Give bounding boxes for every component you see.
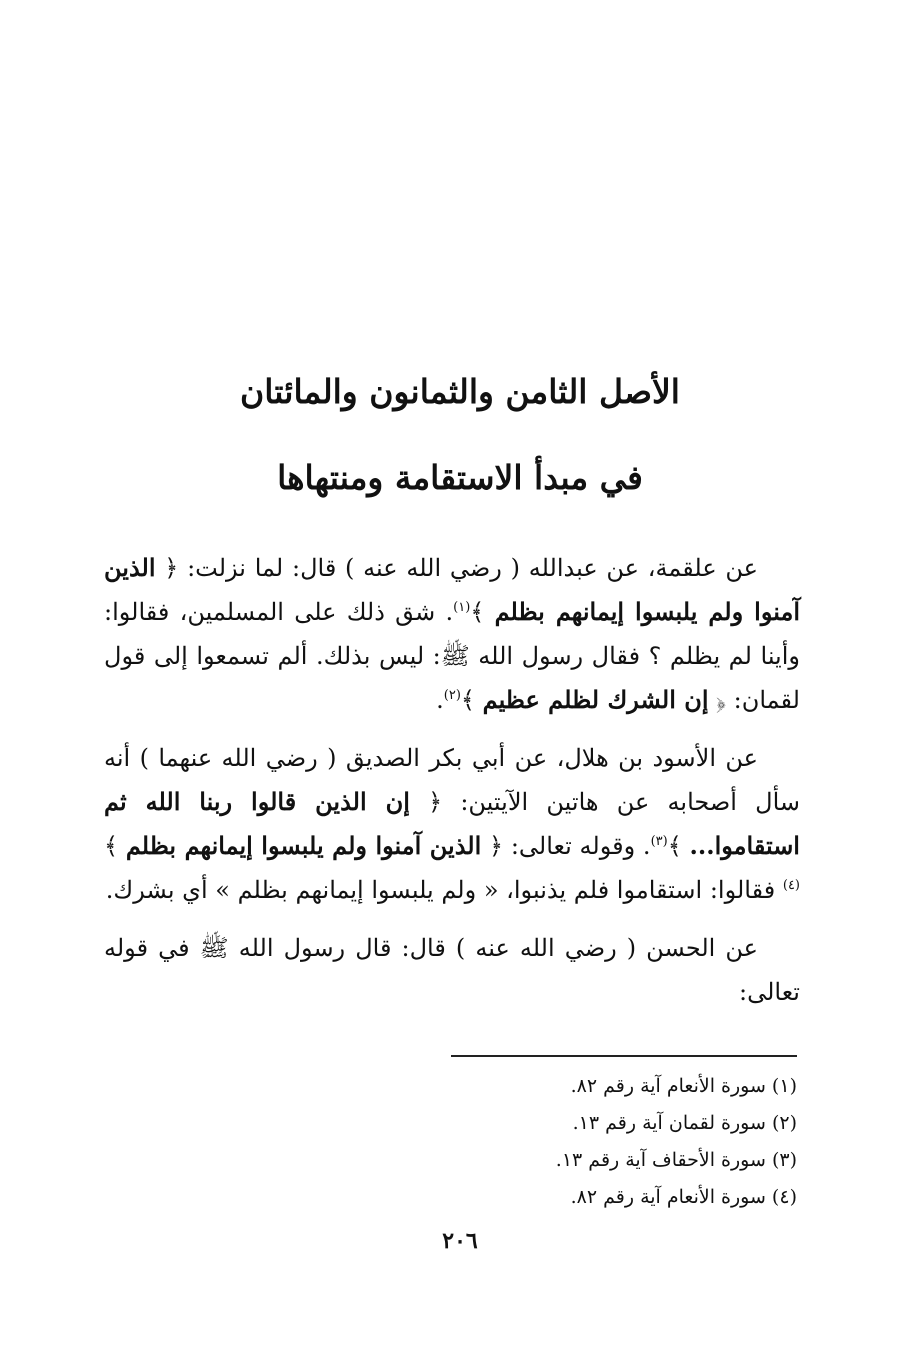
quran-quote: الذين آمنوا ولم يلبسوا إيمانهم بظلم <box>104 553 800 626</box>
footnote-item: (٢) سورة لقمان آية رقم ١٣. <box>572 1112 797 1134</box>
footnote-divider <box>451 1055 797 1057</box>
text-segment: ﴾ <box>470 598 495 626</box>
quran-quote: إن الذين قالوا ربنا الله ثم استقاموا... <box>104 787 800 860</box>
text-segment: . وقوله تعالى: ﴿ <box>481 832 651 860</box>
text-segment: ﴾ <box>460 686 483 714</box>
paragraph-alqama <box>104 546 800 722</box>
chapter-title: الأصل الثامن والثمانون والمائتان <box>240 372 680 411</box>
footnote-item: (٣) سورة الأحقاف آية رقم ١٣. <box>555 1149 797 1171</box>
footnote-item: (١) سورة الأنعام آية رقم ٨٢. <box>570 1075 797 1097</box>
text-segment: . شق ذلك على المسلمين، فقالوا: وأينا لم يظلم ؟ فقال رسول الله ﷺ: ليس بذلك. ألم تسمعوا إلى قول لقمان: ﴿ <box>104 598 800 714</box>
text-segment: عن الأسود بن هلال، عن أبي بكر الصديق ( رضي الله عنهما ) أنه سأل أصحابه عن هاتين الآيتين: ﴿ <box>104 744 801 816</box>
footnote-ref: (٣) <box>650 834 668 849</box>
paragraph-aswad <box>104 736 800 912</box>
footnote-item: (٤) سورة الأنعام آية رقم ٨٢. <box>570 1186 797 1208</box>
footnote-ref: (٢) <box>443 688 461 703</box>
footnote-ref: (١) <box>453 600 471 615</box>
quran-quote: إن الشرك لظلم عظيم <box>482 685 709 714</box>
footnote-ref: (٤) <box>782 878 800 893</box>
text-segment: فقالوا: استقاموا فلم يذنبوا، « ولم يلبسوا إيمانهم بظلم » أي بشرك. <box>105 876 783 904</box>
text-segment: ﴾ <box>104 832 126 860</box>
text-segment: ﴾ <box>667 832 690 860</box>
page-number: ٢٠٦ <box>442 1228 478 1254</box>
footnotes-list <box>451 1068 797 1216</box>
chapter-subtitle: في مبدأ الاستقامة ومنتهاها <box>277 458 643 497</box>
quran-quote: الذين آمنوا ولم يلبسوا إيمانهم بظلم <box>125 831 482 860</box>
paragraph-hasan: عن الحسن ( رضي الله عنه ) قال: قال رسول الله ﷺ في قوله تعالى: <box>104 934 800 1006</box>
text-segment: عن علقمة، عن عبدالله ( رضي الله عنه ) قال: لما نزلت: ﴿ <box>155 554 758 582</box>
text-segment: . <box>436 686 444 714</box>
main-text <box>104 546 800 1028</box>
